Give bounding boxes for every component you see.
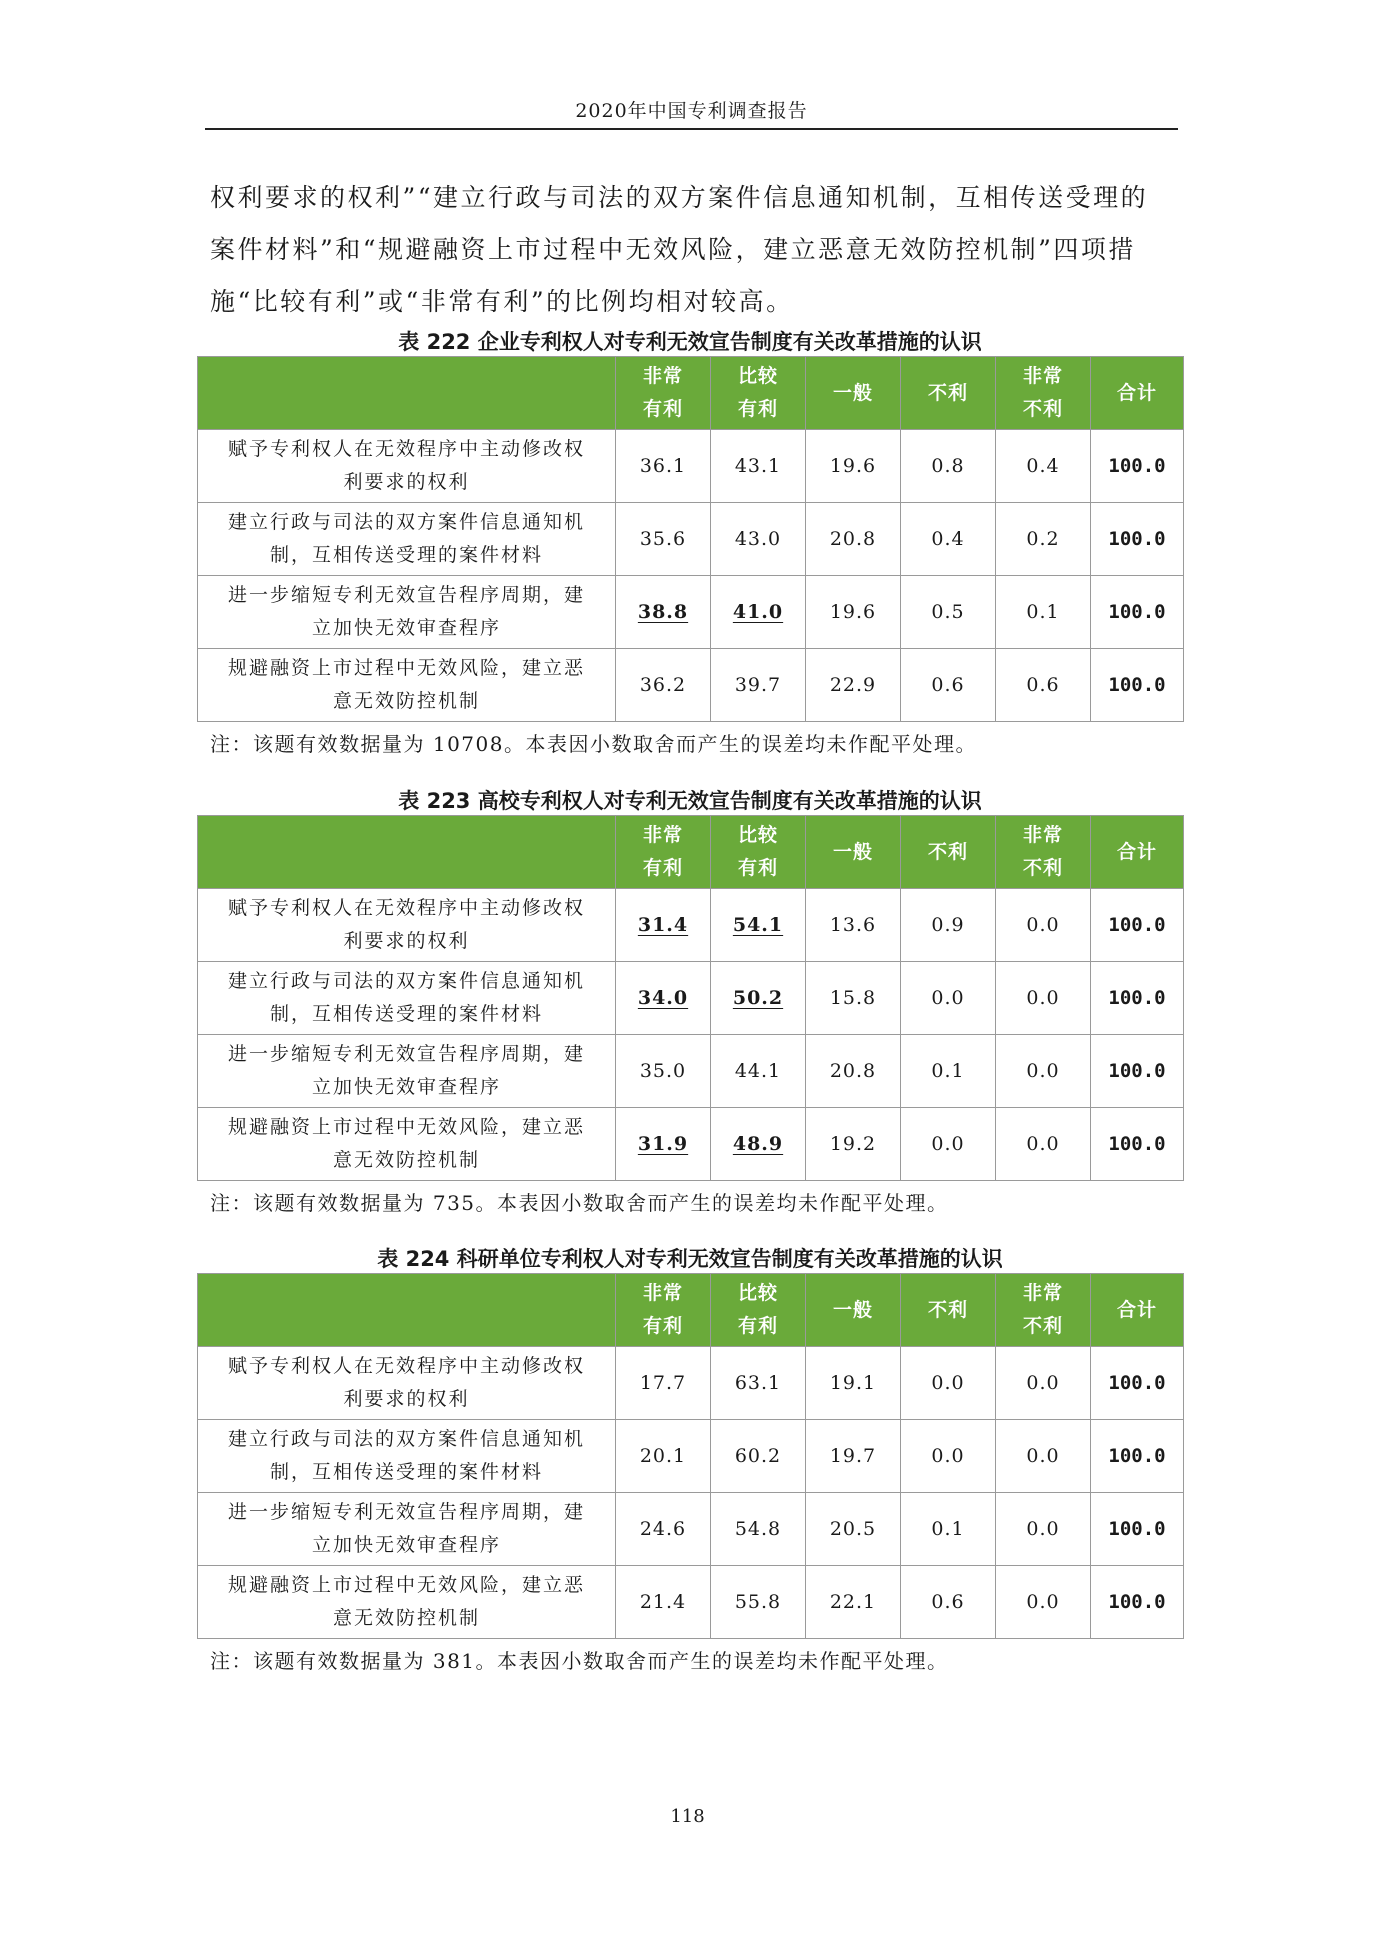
row-label: 规避融资上市过程中无效风险，建立恶 意无效防控机制 — [198, 1566, 616, 1639]
col-header-very-favorable: 非常 有利 — [616, 357, 711, 430]
col-header-unfavorable: 不利 — [901, 357, 996, 430]
value-cell: 0.0 — [901, 1347, 996, 1420]
value-cell: 0.6 — [996, 649, 1091, 722]
total-cell: 100.0 — [1091, 503, 1184, 576]
value-cell: 0.1 — [901, 1493, 996, 1566]
value-cell: 20.1 — [616, 1420, 711, 1493]
row-label: 建立行政与司法的双方案件信息通知机 制，互相传送受理的案件材料 — [198, 962, 616, 1035]
value-cell: 13.6 — [806, 889, 901, 962]
running-header: 2020年中国专利调查报告 — [575, 100, 808, 122]
table-row — [198, 1347, 1184, 1420]
value-cell: 19.6 — [806, 430, 901, 503]
header-rule — [205, 128, 1178, 130]
value-cell: 20.8 — [806, 503, 901, 576]
col-header-neutral: 一般 — [806, 816, 901, 889]
value-cell: 20.8 — [806, 1035, 901, 1108]
table-caption: 表 224 科研单位专利权人对专利无效宣告制度有关改革措施的认识 — [377, 1247, 1003, 1271]
table-row — [198, 1035, 1184, 1108]
value-cell: 41.0 — [711, 576, 806, 649]
table-row — [198, 576, 1184, 649]
table-row — [198, 430, 1184, 503]
value-cell: 0.4 — [901, 503, 996, 576]
value-cell: 0.0 — [996, 1420, 1091, 1493]
value-cell: 31.9 — [616, 1108, 711, 1181]
value-cell: 0.0 — [996, 1035, 1091, 1108]
value-cell: 24.6 — [616, 1493, 711, 1566]
value-cell: 0.6 — [901, 649, 996, 722]
value-cell: 36.2 — [616, 649, 711, 722]
col-header-neutral: 一般 — [806, 357, 901, 430]
table-header-row — [198, 816, 1184, 889]
row-label: 进一步缩短专利无效宣告程序周期，建 立加快无效审查程序 — [198, 1035, 616, 1108]
row-label: 进一步缩短专利无效宣告程序周期，建 立加快无效审查程序 — [198, 576, 616, 649]
value-cell: 34.0 — [616, 962, 711, 1035]
col-header-very-unfavorable: 非常 不利 — [996, 1274, 1091, 1347]
table-row — [198, 1420, 1184, 1493]
value-cell: 0.0 — [901, 1420, 996, 1493]
col-header-favorable: 比较 有利 — [711, 1274, 806, 1347]
total-cell: 100.0 — [1091, 1108, 1184, 1181]
col-header-total: 合计 — [1091, 816, 1184, 889]
table-note: 注：该题有效数据量为 10708。本表因小数取舍而产生的误差均未作配平处理。 — [210, 732, 977, 756]
value-cell: 0.0 — [996, 1108, 1091, 1181]
table-header-row — [198, 1274, 1184, 1347]
total-cell: 100.0 — [1091, 1035, 1184, 1108]
value-cell: 0.8 — [901, 430, 996, 503]
col-header-unfavorable: 不利 — [901, 816, 996, 889]
value-cell: 19.7 — [806, 1420, 901, 1493]
total-cell: 100.0 — [1091, 1566, 1184, 1639]
value-cell: 17.7 — [616, 1347, 711, 1420]
value-cell: 39.7 — [711, 649, 806, 722]
table-header-row — [198, 357, 1184, 430]
total-cell: 100.0 — [1091, 649, 1184, 722]
value-cell: 63.1 — [711, 1347, 806, 1420]
table-row — [198, 962, 1184, 1035]
col-header-very-unfavorable: 非常 不利 — [996, 816, 1091, 889]
paragraph-line: 施“比较有利”或“非常有利”的比例均相对较高。 — [210, 287, 794, 316]
value-cell: 35.0 — [616, 1035, 711, 1108]
table-224 — [197, 1273, 1184, 1639]
table-row — [198, 889, 1184, 962]
header-blank — [198, 357, 616, 430]
col-header-favorable: 比较 有利 — [711, 357, 806, 430]
table-222 — [197, 356, 1184, 722]
value-cell: 0.0 — [996, 1493, 1091, 1566]
value-cell: 35.6 — [616, 503, 711, 576]
table-row — [198, 503, 1184, 576]
value-cell: 43.1 — [711, 430, 806, 503]
value-cell: 0.1 — [996, 576, 1091, 649]
col-header-favorable: 比较 有利 — [711, 816, 806, 889]
col-header-very-favorable: 非常 有利 — [616, 1274, 711, 1347]
row-label: 建立行政与司法的双方案件信息通知机 制，互相传送受理的案件材料 — [198, 503, 616, 576]
table-note: 注：该题有效数据量为 381。本表因小数取舍而产生的误差均未作配平处理。 — [210, 1649, 949, 1673]
body-paragraph — [210, 172, 1175, 328]
total-cell: 100.0 — [1091, 430, 1184, 503]
value-cell: 0.4 — [996, 430, 1091, 503]
row-label: 进一步缩短专利无效宣告程序周期，建 立加快无效审查程序 — [198, 1493, 616, 1566]
table-caption: 表 223 高校专利权人对专利无效宣告制度有关改革措施的认识 — [398, 789, 982, 813]
table-row — [198, 1108, 1184, 1181]
value-cell: 44.1 — [711, 1035, 806, 1108]
table-row — [198, 1493, 1184, 1566]
paragraph-line: 案件材料”和“规避融资上市过程中无效风险，建立恶意无效防控机制”四项措 — [210, 235, 1136, 264]
total-cell: 100.0 — [1091, 576, 1184, 649]
table-row — [198, 1566, 1184, 1639]
value-cell: 0.0 — [996, 962, 1091, 1035]
value-cell: 50.2 — [711, 962, 806, 1035]
value-cell: 22.1 — [806, 1566, 901, 1639]
value-cell: 0.0 — [901, 962, 996, 1035]
value-cell: 19.1 — [806, 1347, 901, 1420]
value-cell: 0.1 — [901, 1035, 996, 1108]
col-header-very-unfavorable: 非常 不利 — [996, 357, 1091, 430]
total-cell: 100.0 — [1091, 962, 1184, 1035]
row-label: 建立行政与司法的双方案件信息通知机 制，互相传送受理的案件材料 — [198, 1420, 616, 1493]
col-header-total: 合计 — [1091, 357, 1184, 430]
table-caption: 表 222 企业专利权人对专利无效宣告制度有关改革措施的认识 — [398, 330, 982, 354]
value-cell: 20.5 — [806, 1493, 901, 1566]
header-blank — [198, 1274, 616, 1347]
value-cell: 0.0 — [901, 1108, 996, 1181]
value-cell: 19.2 — [806, 1108, 901, 1181]
value-cell: 15.8 — [806, 962, 901, 1035]
value-cell: 38.8 — [616, 576, 711, 649]
value-cell: 31.4 — [616, 889, 711, 962]
value-cell: 19.6 — [806, 576, 901, 649]
col-header-total: 合计 — [1091, 1274, 1184, 1347]
header-blank — [198, 816, 616, 889]
value-cell: 0.0 — [996, 1347, 1091, 1420]
total-cell: 100.0 — [1091, 1493, 1184, 1566]
col-header-unfavorable: 不利 — [901, 1274, 996, 1347]
table-row — [198, 649, 1184, 722]
value-cell: 60.2 — [711, 1420, 806, 1493]
paragraph-line: 权利要求的权利”“建立行政与司法的双方案件信息通知机制，互相传送受理的 — [210, 183, 1149, 212]
value-cell: 55.8 — [711, 1566, 806, 1639]
table-note: 注：该题有效数据量为 735。本表因小数取舍而产生的误差均未作配平处理。 — [210, 1191, 949, 1215]
value-cell: 0.5 — [901, 576, 996, 649]
value-cell: 43.0 — [711, 503, 806, 576]
value-cell: 36.1 — [616, 430, 711, 503]
value-cell: 48.9 — [711, 1108, 806, 1181]
value-cell: 0.0 — [996, 889, 1091, 962]
row-label: 赋予专利权人在无效程序中主动修改权 利要求的权利 — [198, 1347, 616, 1420]
value-cell: 0.6 — [901, 1566, 996, 1639]
col-header-very-favorable: 非常 有利 — [616, 816, 711, 889]
value-cell: 22.9 — [806, 649, 901, 722]
value-cell: 54.8 — [711, 1493, 806, 1566]
value-cell: 0.0 — [996, 1566, 1091, 1639]
value-cell: 21.4 — [616, 1566, 711, 1639]
table-223 — [197, 815, 1184, 1181]
total-cell: 100.0 — [1091, 1347, 1184, 1420]
total-cell: 100.0 — [1091, 1420, 1184, 1493]
value-cell: 54.1 — [711, 889, 806, 962]
row-label: 赋予专利权人在无效程序中主动修改权 利要求的权利 — [198, 889, 616, 962]
row-label: 规避融资上市过程中无效风险，建立恶 意无效防控机制 — [198, 649, 616, 722]
value-cell: 0.9 — [901, 889, 996, 962]
row-label: 规避融资上市过程中无效风险，建立恶 意无效防控机制 — [198, 1108, 616, 1181]
value-cell: 0.2 — [996, 503, 1091, 576]
col-header-neutral: 一般 — [806, 1274, 901, 1347]
page-number: 118 — [670, 1806, 705, 1827]
total-cell: 100.0 — [1091, 889, 1184, 962]
row-label: 赋予专利权人在无效程序中主动修改权 利要求的权利 — [198, 430, 616, 503]
